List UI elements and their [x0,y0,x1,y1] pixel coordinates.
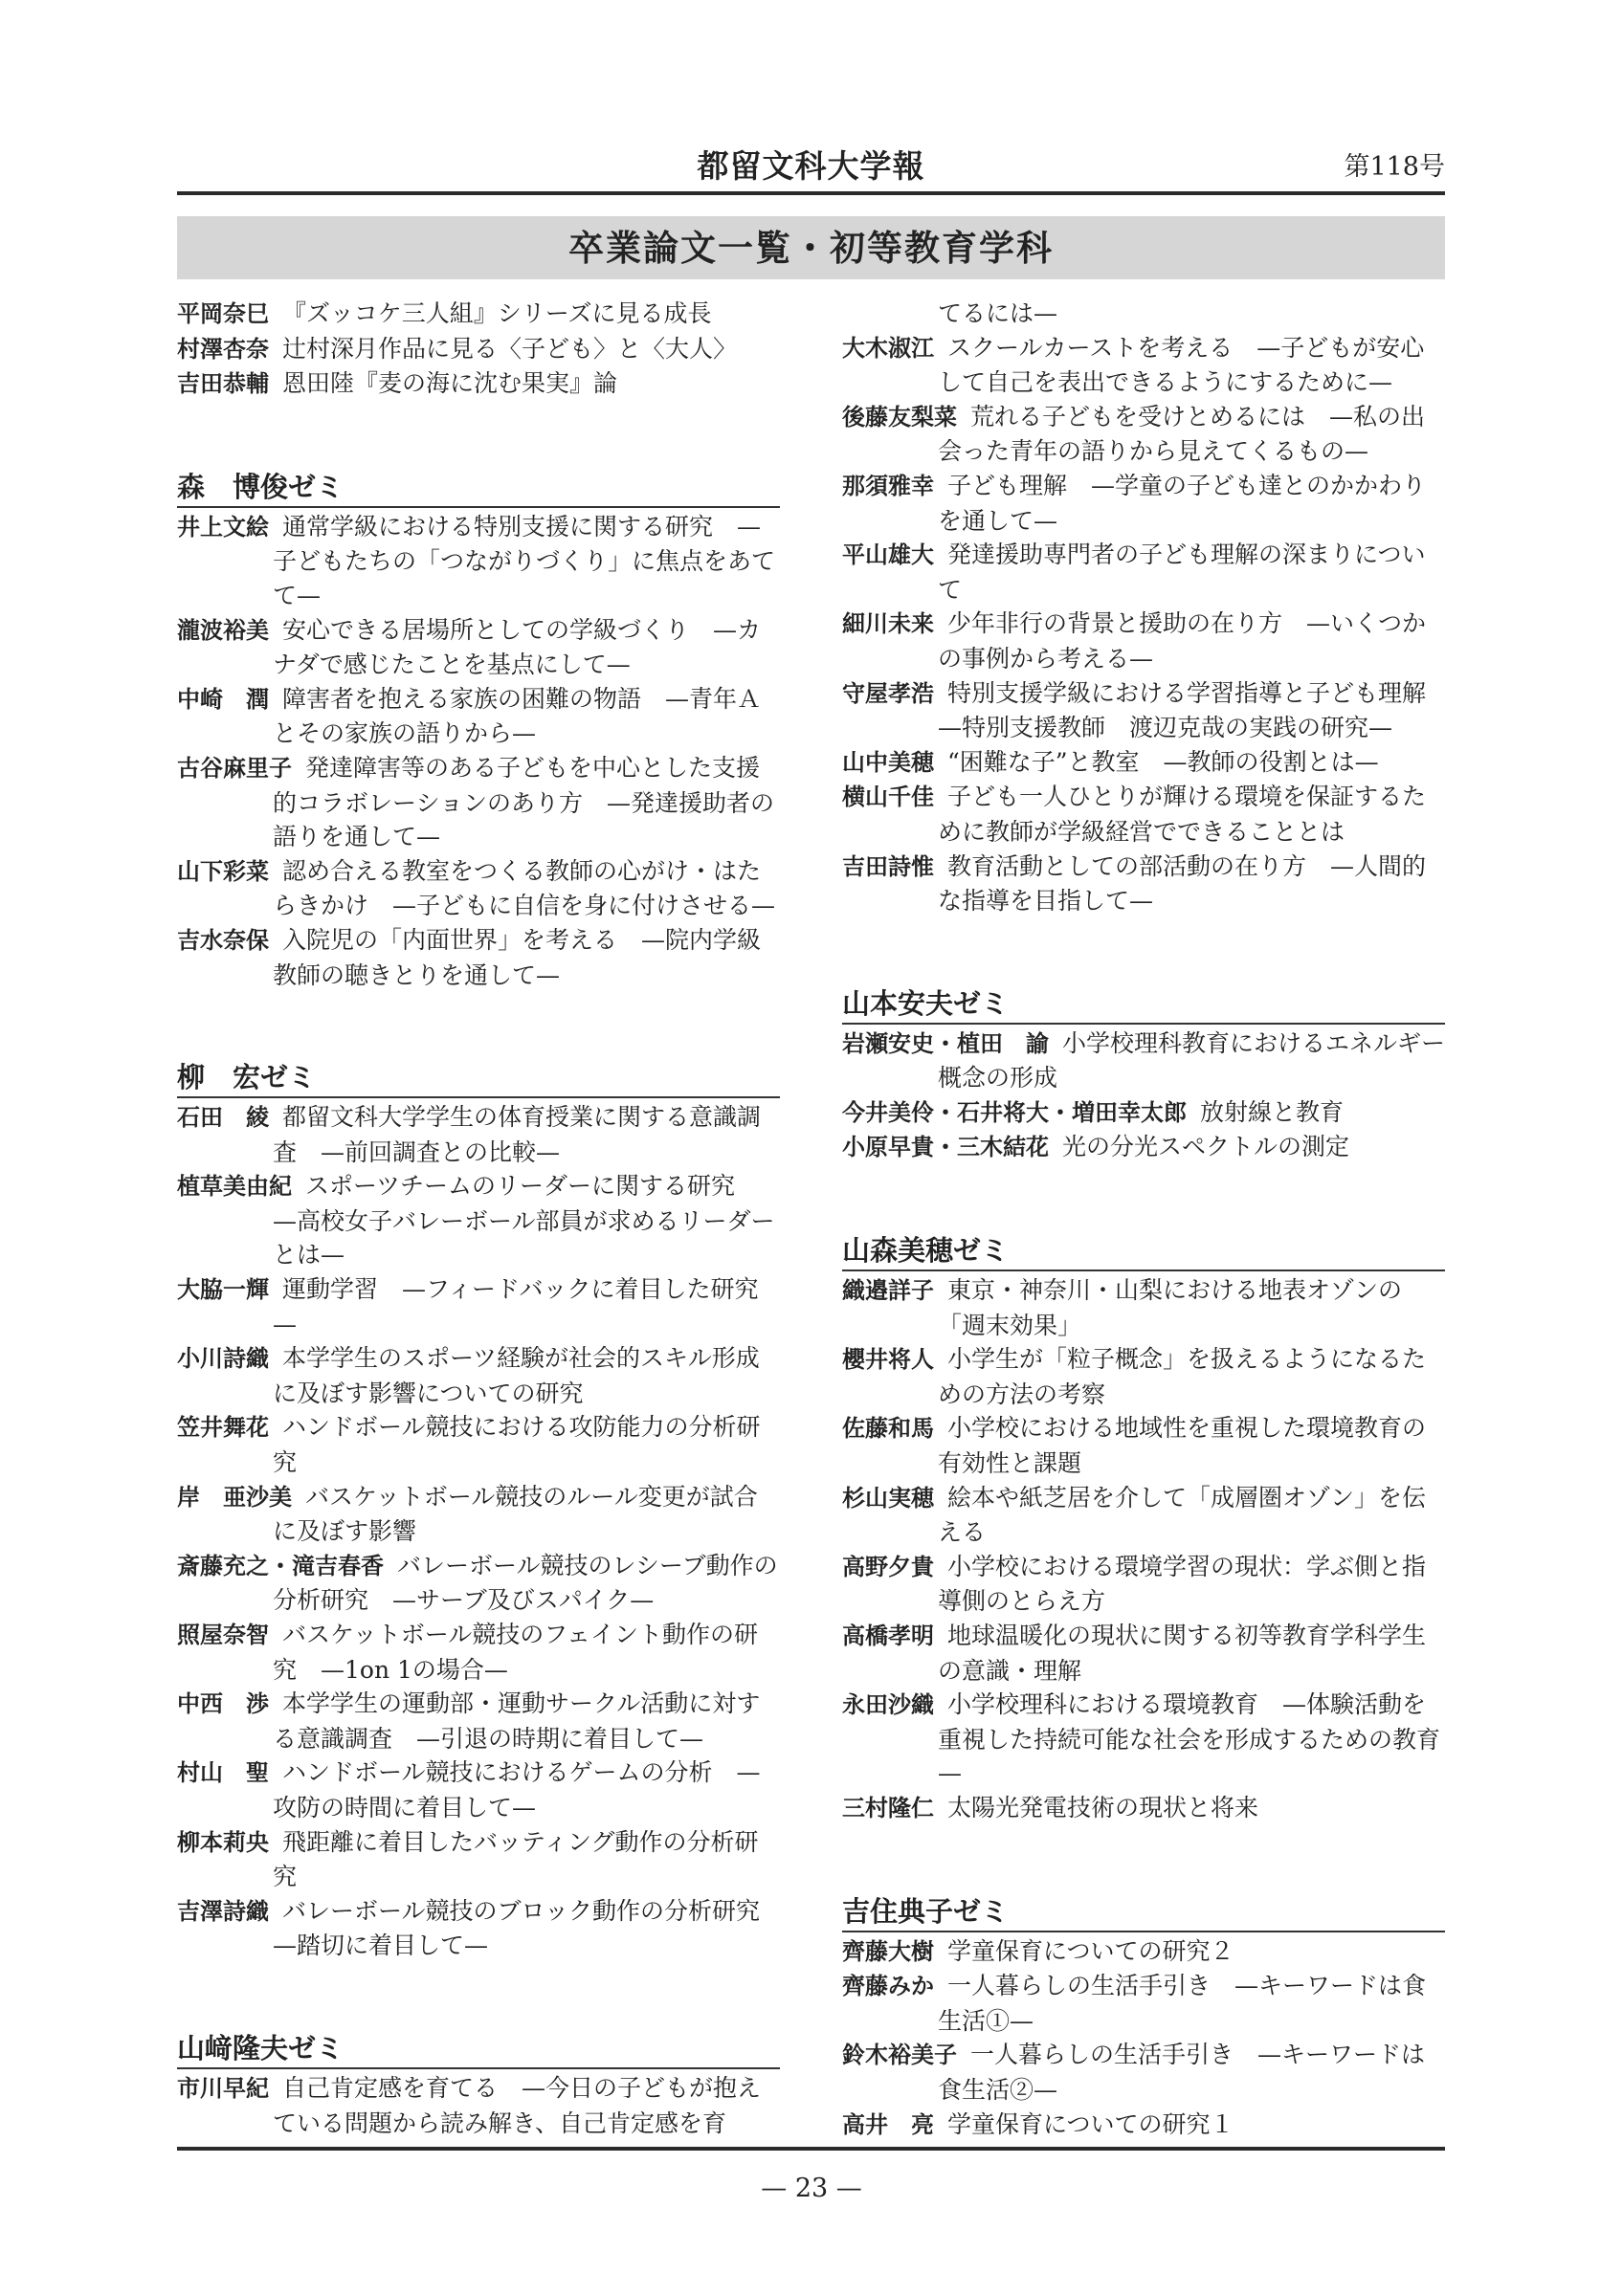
student-name: 横山千佳 [842,784,934,811]
thesis-entry [842,400,1445,469]
thesis-entry [842,2108,1445,2143]
thesis-title: バスケットボール競技のフェイント動作の研究 —1on 1の場合— [273,1621,759,1684]
student-name: 織邉詳子 [842,1277,934,1305]
student-name: 那須雅幸 [842,472,934,499]
student-name: 吉水奈保 [177,926,269,954]
student-name: 大脇一輝 [177,1276,269,1304]
thesis-entry [177,854,780,923]
thesis-title: 本学学生のスポーツ経験が社会的スキル形成に及ぼす影響についての研究 [273,1344,760,1407]
right-column [842,297,1445,2142]
thesis-title: 運動学習 —フィードバックに着目した研究— [273,1275,759,1338]
thesis-title: バレーボール競技のレシーブ動作の分析研究 —サーブ及びスパイク— [273,1551,778,1615]
section-gap [177,992,780,1060]
thesis-entry [177,297,780,332]
thesis-entry-continued: てるには— [938,299,1058,327]
thesis-title: 子ども一人ひとりが輝ける環境を保証するために教師が学級経営でできることとは [938,783,1427,846]
thesis-title: 小学校理科における環境教育 —体験活動を重視した持続可能な社会を形成するための教育— [938,1690,1441,1788]
thesis-title: スクールカーストを考える —子どもが安心して自己を表出できるようにするために— [938,333,1425,397]
student-name: 杉山実穂 [842,1484,934,1512]
student-name: 照屋奈智 [177,1622,269,1648]
thesis-title: 安心できる居場所としての学級づくり —カナダで感じたことを基点にして— [273,615,762,679]
student-name: 柳本莉央 [177,1828,269,1856]
thesis-title: 辻村深月作品に見る〈子ども〉と〈大人〉 [282,334,738,363]
student-name: 小川詩織 [177,1345,269,1373]
page-number: — 23 — [761,2174,862,2203]
thesis-title: 教育活動としての部活動の在り方 —人間的な指導を目指して— [938,851,1427,916]
issue-number: 第118号 [1344,152,1445,182]
thesis-title: 小学生が「粒子概念」を扱えるようになるための方法の考察 [938,1345,1427,1408]
seminar-heading: 山本安夫ゼミ [842,986,1445,1025]
student-name: 井上文絵 [177,513,269,541]
thesis-title: 飛距離に着目したバッティング動作の分析研究 [273,1827,759,1891]
thesis-entry [842,538,1445,607]
thesis-title: 荒れる子どもを受けとめるには —私の出会った青年の語りから見えてくるもの— [938,402,1426,466]
thesis-entry [177,1272,780,1341]
thesis-entry [177,510,780,613]
student-name: 石田 綾 [177,1104,269,1132]
thesis-title: “困難な子”と教室 —教師の役割とは— [947,747,1379,776]
thesis-entry [177,682,780,751]
thesis-entry [177,1549,780,1618]
thesis-entry [842,607,1445,675]
student-name: 吉澤詩織 [177,1897,269,1925]
thesis-entry [842,469,1445,538]
thesis-entry [842,745,1445,781]
student-name: 吉田恭輔 [177,370,269,398]
thesis-entry [177,1825,780,1894]
section-gap [842,918,1445,986]
thesis-entry [842,1095,1445,1131]
thesis-entry [842,1934,1445,1970]
thesis-entry [177,1755,780,1824]
thesis-title: 小学校における地域性を重視した環境教育の有効性と課題 [938,1414,1427,1478]
thesis-title: 光の分光スペクトルの測定 [1062,1133,1350,1161]
thesis-title: 東京・神奈川・山梨における地表オゾンの「週末効果」 [938,1276,1403,1339]
thesis-entry [842,1411,1445,1480]
thesis-entry [842,1791,1445,1826]
thesis-entry [842,1481,1445,1550]
thesis-title: 小学校における環境学習の現状：学ぶ側と指導側のとらえ方 [938,1552,1427,1616]
student-name: 齊藤みか [842,1973,934,2000]
thesis-entry [842,780,1445,849]
student-name: 鈴木裕美子 [842,2042,957,2069]
thesis-entry [177,923,780,992]
student-name: 中崎 潤 [177,685,269,713]
student-name: 高井 亮 [842,2110,934,2138]
student-name: 高橋孝明 [842,1623,934,1649]
thesis-title: 通常学級における特別支援に関する研究 —子どもたちの「つながりづくり」に焦点をあてて— [273,512,776,609]
thesis-title: バスケットボール競技のルール変更が試合に及ぼす影響 [273,1482,758,1546]
thesis-title: 入院児の「内面世界」を考える —院内学級教師の聴きとりを通して— [273,925,762,989]
thesis-title: ハンドボール競技における攻防能力の分析研究 [273,1413,761,1477]
thesis-entry [177,1480,780,1549]
thesis-title: 本学学生の運動部・運動サークル活動に対する意識調査 —引退の時期に着目して— [273,1689,761,1753]
thesis-entry [842,1342,1445,1411]
student-name: 櫻井将人 [842,1346,934,1374]
thesis-entry [842,1273,1445,1342]
student-name: 笠井舞花 [177,1414,269,1442]
thesis-entry [177,366,780,402]
student-name: 後藤友梨菜 [842,403,957,430]
student-name: 大木淑江 [842,334,934,362]
thesis-entry [177,332,780,367]
student-name: 三村隆仁 [842,1794,934,1821]
student-name: 村山 聖 [177,1759,269,1787]
page-header [177,142,1445,185]
thesis-entry [177,1687,780,1755]
thesis-title: 少年非行の背景と援助の在り方 —いくつかの事例から考える— [938,609,1427,673]
student-name: 斎藤充之・滝吉春香 [177,1552,384,1579]
student-name: 小原早貴・三木結花 [842,1134,1049,1161]
thesis-entry [177,1341,780,1410]
thesis-title: 一人暮らしの生活手引き —キーワードは食生活①— [938,1972,1427,2035]
student-name: 岸 亜沙美 [177,1483,292,1511]
thesis-title: 地球温暖化の現状に関する初等教育学科学生の意識・理解 [938,1622,1427,1685]
thesis-entry [177,2071,780,2140]
section-gap [177,402,780,470]
journal-title: 都留文科大学報 [697,147,925,185]
section-banner: 卒業論文一覧・初等教育学科 [177,216,1445,279]
student-name: 吉田詩惟 [842,852,934,880]
thesis-title: バレーボール競技のブロック動作の分析研究 —踏切に着目して— [273,1896,785,1960]
thesis-title: スポーツチームのリーダーに関する研究 —高校女子バレーボール部員が求めるリーダーとは— [273,1172,775,1269]
thesis-title: 放射線と教育 [1200,1097,1345,1126]
thesis-entry [842,1969,1445,2038]
thesis-entry [842,1130,1445,1165]
thesis-entry [842,850,1445,918]
thesis-entry [842,1027,1445,1095]
thesis-title: 発達援助専門者の子ども理解の深まりについて [938,541,1426,604]
thesis-title: 小学校理科教育におけるエネルギー概念の形成 [938,1028,1446,1093]
thesis-title: 太陽光発電技術の現状と将来 [947,1793,1259,1821]
thesis-title: 特別支援学級における学習指導と子ども理解—特別支援教師 渡辺克哉の実践の研究— [938,678,1427,742]
thesis-entry [842,1688,1445,1791]
section-gap [842,1826,1445,1894]
thesis-title: 『ズッコケ三人組』シリーズに見る成長 [282,299,712,327]
student-name: 平岡奈巳 [177,300,269,327]
student-name: 山中美穂 [842,748,934,776]
thesis-entry [177,1169,780,1272]
student-name: 平山雄大 [842,541,934,569]
student-name: 今井美伶・石井将大・増田幸太郎 [842,1098,1187,1126]
thesis-entry [842,1550,1445,1619]
thesis-entry [842,676,1445,745]
student-name: 細川未来 [842,610,934,638]
footer-rule [177,2147,1445,2151]
thesis-title: 学童保育についての研究２ [947,1936,1234,1965]
seminar-heading: 山﨑隆夫ゼミ [177,2031,780,2069]
seminar-heading: 山森美穂ゼミ [842,1233,1445,1271]
thesis-entry [177,1410,780,1479]
thesis-entry [177,1100,780,1169]
thesis-title: 恩田陸『麦の海に沈む果実』論 [282,369,618,398]
student-name: 市川早紀 [177,2074,269,2102]
seminar-heading: 森 博俊ゼミ [177,470,780,508]
student-name: 高野夕貴 [842,1553,934,1580]
student-name: 中西 渉 [177,1690,269,1718]
thesis-entry [842,331,1445,400]
header-rule [177,191,1445,195]
thesis-title: 障害者を抱える家族の困難の物語 —青年Ａとその家族の語りから— [273,684,762,748]
thesis-entry [177,1618,780,1687]
thesis-title: 自己肯定感を育てる —今日の子どもが抱えている問題から読み解き、自己肯定感を育 [273,2073,762,2137]
thesis-title: 絵本や紙芝居を介して「成層圏オゾン」を伝える [938,1483,1427,1547]
thesis-title: 学童保育についての研究１ [947,2109,1234,2138]
section-gap [177,1963,780,2031]
student-name: 永田沙織 [842,1691,934,1719]
section-gap [842,1165,1445,1233]
student-name: 齊藤大樹 [842,1937,934,1965]
student-name: 岩瀬安史・植田 諭 [842,1029,1049,1057]
thesis-title: 都留文科大学学生の体育授業に関する意識調査 —前回調査との比較— [273,1103,762,1166]
seminar-heading: 柳 宏ゼミ [177,1060,780,1098]
thesis-title: ハンドボール競技におけるゲームの分析 —攻防の時間に着目して— [273,1758,761,1821]
thesis-entry [177,1894,785,1963]
student-name: 山下彩菜 [177,857,269,885]
thesis-title: 発達障害等のある子どもを中心とした支援的コラボレーションのあり方 —発達援助者の語りを通して— [273,753,775,851]
thesis-title: 認め合える教室をつくる教師の心がけ・はたらきかけ —子どもに自信を身に付けさせる— [273,856,776,920]
student-name: 佐藤和馬 [842,1415,934,1443]
student-name: 古谷麻里子 [177,754,292,782]
thesis-title: 一人暮らしの生活手引き —キーワードは食生活②— [938,2041,1426,2104]
left-column [177,297,785,2140]
student-name: 守屋孝浩 [842,679,934,707]
student-name: 瀧波裕美 [177,616,269,644]
thesis-title: 子ども理解 —学童の子ども達とのかかわりを通して— [938,471,1427,535]
thesis-entry [177,613,780,682]
student-name: 植草美由紀 [177,1173,292,1201]
seminar-heading: 吉住典子ゼミ [842,1894,1445,1932]
thesis-entry [177,751,780,854]
thesis-entry [842,1619,1445,1688]
thesis-entry [842,2038,1445,2107]
student-name: 村澤杏奈 [177,335,269,363]
